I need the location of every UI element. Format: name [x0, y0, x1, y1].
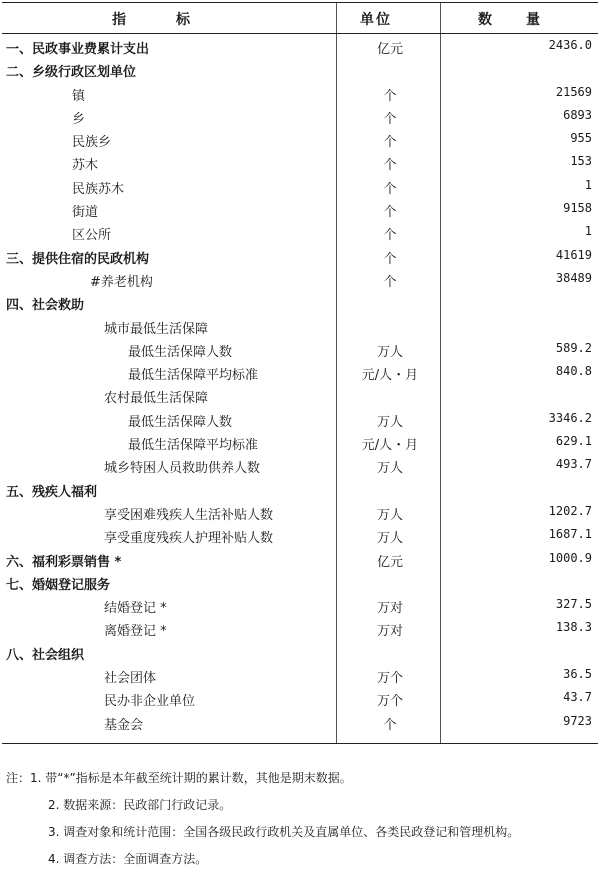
- indicator-name: 二、乡级行政区划单位: [6, 65, 137, 81]
- indicator-unit: 个: [383, 111, 397, 127]
- indicator-unit: 万人: [376, 531, 403, 547]
- table-row: [2, 104, 598, 127]
- indicator-unit: 元/人・月: [361, 438, 419, 454]
- table-row: [2, 547, 598, 570]
- indicator-name: 最低生活保障平均标准: [128, 368, 259, 384]
- indicator-value: 955: [570, 131, 592, 146]
- table-row: [2, 477, 598, 500]
- indicator-name: 一、民政事业费累计支出: [6, 42, 150, 57]
- indicator-name: 享受困难残疾人生活补贴人数: [104, 507, 274, 523]
- indicator-name: 六、福利彩票销售 *: [6, 554, 122, 570]
- indicator-unit: 万对: [376, 601, 403, 617]
- indicator-name: 乡: [72, 111, 86, 127]
- indicator-value: 327.5: [555, 597, 592, 612]
- header-value: 数 量: [478, 12, 542, 28]
- table-row: [2, 34, 598, 57]
- indicator-name: 最低生活保障平均标准: [128, 438, 259, 454]
- footnotes: [6, 765, 519, 873]
- indicator-name: #养老机构: [90, 274, 153, 290]
- indicator-name: 享受重度残疾人护理补贴人数: [104, 531, 274, 547]
- note-2: 2. 数据来源：民政部门行政记录。: [48, 798, 232, 812]
- indicator-name: 农村最低生活保障: [104, 391, 209, 407]
- indicator-value: 589.2: [555, 340, 592, 355]
- indicator-name: 四、社会救助: [6, 298, 85, 314]
- table-row: [2, 500, 598, 523]
- indicator-value: 1: [584, 224, 592, 239]
- indicator-name: 七、婚姻登记服务: [6, 577, 111, 593]
- table-row: [2, 407, 598, 430]
- indicator-unit: 个: [383, 135, 397, 151]
- indicator-name: 城乡特困人员救助供养人数: [104, 461, 261, 477]
- indicator-unit: 个: [383, 274, 397, 290]
- indicator-unit: 万人: [376, 414, 403, 430]
- indicator-name: 结婚登记 *: [104, 601, 167, 617]
- indicator-name: 五、残疾人福利: [6, 484, 98, 500]
- table-row: [2, 360, 598, 383]
- table-row: [2, 383, 598, 406]
- indicator-unit: 万个: [376, 671, 403, 687]
- indicator-name: 民族苏木: [72, 181, 125, 197]
- indicator-unit: 个: [383, 88, 397, 104]
- table-row: [2, 57, 598, 80]
- indicator-name: 城市最低生活保障: [104, 321, 209, 337]
- indicator-value: 43.7: [563, 690, 592, 705]
- table-row: [2, 616, 598, 639]
- indicator-name: 民族乡: [72, 135, 112, 151]
- indicator-value: 1202.7: [548, 503, 592, 518]
- table-bottom-rule: [2, 743, 598, 744]
- indicator-value: 493.7: [555, 457, 592, 472]
- table-row: [2, 150, 598, 173]
- indicator-value: 1000.9: [548, 550, 592, 565]
- table-body: [2, 34, 598, 733]
- note-4: 4. 调查方法：全面调查方法。: [48, 852, 208, 866]
- indicator-name: 基金会: [104, 717, 144, 733]
- indicator-value: 1687.1: [548, 527, 592, 542]
- table-row: [2, 314, 598, 337]
- table-row: [2, 337, 598, 360]
- indicator-name: 街道: [72, 205, 99, 221]
- indicator-value: 6893: [563, 107, 592, 122]
- header-unit: 单位: [360, 12, 392, 28]
- indicator-value: 2436.0: [548, 38, 592, 52]
- indicator-unit: 个: [383, 251, 397, 267]
- table-row: [2, 453, 598, 476]
- indicator-unit: 万人: [376, 461, 403, 477]
- table-row: [2, 267, 598, 290]
- header-indicator: 指 标: [112, 12, 192, 28]
- table-header: [2, 2, 598, 34]
- indicator-unit: 亿元: [376, 42, 403, 57]
- indicator-value: 629.1: [555, 434, 592, 449]
- table-row: [2, 523, 598, 546]
- table-row: [2, 593, 598, 616]
- indicator-value: 1: [584, 177, 592, 192]
- table-row: [2, 174, 598, 197]
- table-row: [2, 127, 598, 150]
- table-row: [2, 686, 598, 709]
- indicator-unit: 个: [383, 228, 397, 244]
- indicator-value: 38489: [555, 270, 592, 285]
- indicator-value: 138.3: [555, 620, 592, 635]
- indicator-name: 最低生活保障人数: [128, 414, 233, 430]
- indicator-value: 41619: [555, 247, 592, 262]
- indicator-value: 21569: [555, 84, 592, 99]
- indicator-value: 3346.2: [548, 410, 592, 425]
- indicator-value: 840.8: [555, 364, 592, 379]
- indicator-value: 153: [570, 154, 592, 169]
- indicator-unit: 个: [383, 158, 397, 174]
- table-row: [2, 290, 598, 313]
- note-1: 注：1. 带“*”指标是本年截至统计期的累计数，其他是期末数据。: [6, 771, 352, 785]
- indicator-value: 9158: [563, 201, 592, 216]
- indicator-name: 区公所: [72, 228, 112, 244]
- table-row: [2, 220, 598, 243]
- table-row: [2, 663, 598, 686]
- indicator-unit: 万个: [376, 694, 403, 710]
- indicator-unit: 万人: [376, 507, 403, 523]
- indicator-unit: 个: [383, 205, 397, 221]
- indicator-unit: 万对: [376, 624, 403, 640]
- indicator-unit: 元/人・月: [361, 368, 419, 384]
- table-row: [2, 640, 598, 663]
- note-3: 3. 调查对象和统计范围：全国各级民政行政机关及直属单位、各类民政登记和管理机构。: [48, 825, 520, 839]
- indicator-value: 36.5: [563, 667, 592, 682]
- table-row: [2, 710, 598, 733]
- table-row: [2, 244, 598, 267]
- indicator-name: 社会团体: [104, 671, 157, 687]
- table-row: [2, 430, 598, 453]
- indicator-name: 民办非企业单位: [104, 694, 196, 710]
- indicator-value: 9723: [563, 713, 592, 728]
- indicator-name: 最低生活保障人数: [128, 344, 233, 360]
- indicator-unit: 个: [383, 181, 397, 197]
- indicator-unit: 个: [383, 717, 397, 733]
- indicator-unit: 亿元: [376, 554, 403, 570]
- indicator-name: 三、提供住宿的民政机构: [6, 251, 150, 267]
- statistics-table: [2, 2, 598, 733]
- table-row: [2, 570, 598, 593]
- table-row: [2, 81, 598, 104]
- indicator-unit: 万人: [376, 344, 403, 360]
- indicator-name: 离婚登记 *: [104, 624, 167, 640]
- table-row: [2, 197, 598, 220]
- indicator-name: 镇: [72, 88, 86, 104]
- indicator-name: 苏木: [72, 158, 99, 174]
- indicator-name: 八、社会组织: [6, 647, 85, 663]
